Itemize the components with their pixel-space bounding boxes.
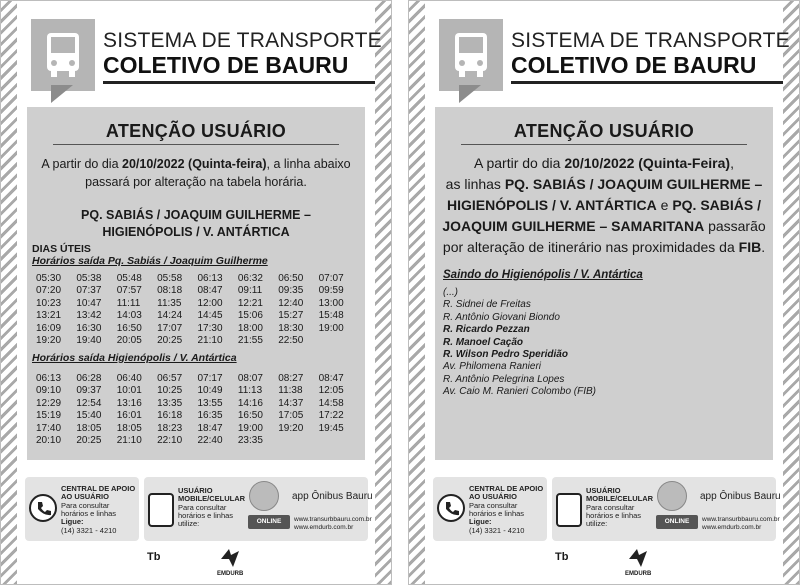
departure-time: 22:10 <box>157 435 183 447</box>
logo-tail <box>459 85 481 103</box>
mobile-text: Para consultar <box>178 503 227 512</box>
departure-time: 12:54 <box>76 397 102 409</box>
departure-time: 14:45 <box>197 310 223 322</box>
departure-time: 11:35 <box>157 297 182 309</box>
departure-time: 07:20 <box>36 285 62 297</box>
street-item: Av. Caio M. Ranieri Colombo (FIB) <box>443 386 597 398</box>
departure-time: 08:18 <box>157 285 183 297</box>
departure-time: 06:13 <box>36 373 62 384</box>
urls <box>294 516 372 532</box>
intro-text: A partir do dia <box>41 157 122 171</box>
departure-time: 20:25 <box>76 435 102 447</box>
departure-time: 16:09 <box>36 322 62 334</box>
departure-time <box>278 435 318 447</box>
departure-time: 18:47 <box>197 422 223 434</box>
central-text: Para consultar <box>61 501 110 510</box>
stripe-border <box>783 1 799 584</box>
departure-time: 08:47 <box>318 373 344 384</box>
departure-time: 12:29 <box>36 397 62 409</box>
departure-time: 06:13 <box>197 273 223 284</box>
departure-time: 13:16 <box>116 397 142 409</box>
intro-text: A partir do dia <box>474 155 565 171</box>
mobile-text: horários e linhas <box>178 511 234 520</box>
departure-time <box>319 335 359 347</box>
departure-time: 15:40 <box>76 410 102 422</box>
stripe-border <box>409 1 425 584</box>
departure-time: 20:10 <box>36 435 62 447</box>
departure-time: 17:40 <box>36 422 62 434</box>
central-phone: (14) 3321 - 4210 <box>61 526 117 535</box>
intro-text: , a linha abaixo passará por alteração na tabela horária. <box>85 157 351 189</box>
departure-time: 09:59 <box>318 285 344 297</box>
departure-time: 10:25 <box>157 385 183 397</box>
departure-time: 06:32 <box>237 273 263 284</box>
departure-time: 15:48 <box>318 310 344 322</box>
departure-time: 06:50 <box>278 273 304 284</box>
departure-time: 05:38 <box>76 273 102 284</box>
mobile-phone-icon <box>556 493 582 527</box>
app-bus-icon <box>249 481 279 511</box>
departure-time: 08:07 <box>237 373 263 384</box>
street-item: Av. Philomena Ranieri <box>443 361 542 373</box>
departure-time: 18:05 <box>116 422 142 434</box>
departure-time: 21:10 <box>197 335 223 347</box>
departure-time: 06:40 <box>116 373 142 384</box>
central-ligue: Ligue: <box>469 517 492 526</box>
mobile-box <box>144 477 373 541</box>
intro-text: as linhas <box>445 176 505 192</box>
street-item: R. Antônio Giovani Biondo <box>443 311 560 323</box>
departure-time: 21:55 <box>237 335 263 347</box>
departure-time: 17:05 <box>278 410 304 422</box>
departure-time: 19:40 <box>76 335 102 347</box>
mobile-title: USUÁRIO <box>586 486 621 495</box>
departure-time: 18:30 <box>278 322 304 334</box>
notice-title: ATENÇÃO USUÁRIO <box>513 121 695 141</box>
departure-time: 12:21 <box>237 297 263 309</box>
online-badge: ONLINE <box>656 515 698 529</box>
schedule1-title: Horários saída Pq. Sabiás / Joaquim Guilherme <box>32 255 268 267</box>
mobile-text: utilize: <box>178 519 200 528</box>
mobile-phone-icon <box>148 493 174 527</box>
header-line1: SISTEMA DE TRANSPORTE <box>511 29 790 52</box>
header-rule <box>103 81 375 84</box>
stripe-border <box>1 1 17 584</box>
schedule2-grid <box>36 373 359 447</box>
departure-time: 16:18 <box>157 410 183 422</box>
departure-time: 11:11 <box>116 297 141 309</box>
departure-time: 18:05 <box>76 422 102 434</box>
url-link[interactable]: www.transurbbauru.com.br <box>702 516 780 523</box>
departure-time: 11:38 <box>278 385 303 397</box>
intro-date: 20/10/2022 (Quinta-Feira) <box>564 155 731 171</box>
departure-time: 18:23 <box>157 422 183 434</box>
departure-time: 07:07 <box>318 273 344 284</box>
departure-time: 17:07 <box>157 322 183 334</box>
street-list <box>443 287 596 399</box>
departure-time: 09:11 <box>237 285 263 297</box>
logo-tail <box>51 85 73 103</box>
route-line: PQ. SABIÁS / JOAQUIM GUILHERME – <box>81 208 311 222</box>
departure-time: 20:05 <box>116 335 142 347</box>
mobile-box <box>552 477 781 541</box>
departure-time: 15:19 <box>36 410 62 422</box>
departure-time: 09:10 <box>36 385 62 397</box>
mobile-text: Para consultar <box>586 503 635 512</box>
street-item: R. Manoel Cação <box>443 336 524 348</box>
phone-icon <box>437 494 465 522</box>
departure-time: 20:25 <box>157 335 183 347</box>
notice-intro <box>439 153 769 258</box>
header-line2: COLETIVO DE BAURU <box>511 52 757 78</box>
notice-intro <box>35 155 357 191</box>
departure-time: 15:06 <box>237 310 263 322</box>
emdurb-icon <box>219 547 241 569</box>
title-rule <box>53 144 339 145</box>
street-item: (...) <box>443 287 458 298</box>
online-badge: ONLINE <box>248 515 290 529</box>
street-item: R. Antônio Pelegrina Lopes <box>443 373 565 385</box>
mobile-text: utilize: <box>586 519 608 528</box>
departure-time: 05:58 <box>157 273 183 284</box>
header-line2: COLETIVO DE BAURU <box>103 52 349 78</box>
mobile-title: USUÁRIO <box>178 486 213 495</box>
central-apoio-box <box>433 477 547 541</box>
app-name: app Ônibus Bauru <box>292 491 373 502</box>
departure-time: 10:01 <box>116 385 142 397</box>
url-link[interactable]: www.emdurb.com.br <box>294 524 354 531</box>
notice-panel <box>435 107 773 460</box>
mobile-title: MOBILE/CELULAR <box>586 494 654 503</box>
departure-time: 13:35 <box>157 397 183 409</box>
emdurb-logo: EMDURB <box>217 571 244 577</box>
departure-time: 16:50 <box>116 322 142 334</box>
departure-time: 19:00 <box>237 422 263 434</box>
bus-icon <box>451 31 491 79</box>
header-rule <box>511 81 783 84</box>
emdurb-icon <box>627 547 649 569</box>
departure-time: 22:40 <box>197 435 223 447</box>
departure-time: 06:57 <box>157 373 183 384</box>
street-item: R. Wilson Pedro Speridião <box>443 349 568 361</box>
departure-time: 08:47 <box>197 285 223 297</box>
route-name <box>27 207 365 241</box>
departure-time: 16:30 <box>76 322 102 334</box>
flyer-route-change <box>408 0 800 585</box>
departure-time: 17:30 <box>197 322 223 334</box>
departure-time: 12:40 <box>278 297 304 309</box>
phone-icon <box>29 494 57 522</box>
departure-time: 14:58 <box>318 397 344 409</box>
intro-text: , <box>730 155 734 171</box>
route-name: PQ. SABIÁS / JOAQUIM GUILHERME – HIGIENÓPOLIS / V. ANTÁRTICA <box>446 176 763 213</box>
departure-time: 05:30 <box>36 273 62 284</box>
central-title: AO USUÁRIO <box>469 492 517 501</box>
partner-logos <box>555 545 675 581</box>
departure-time: 19:45 <box>318 422 344 434</box>
departure-time: 13:21 <box>36 310 62 322</box>
bus-logo <box>439 19 503 91</box>
mobile-title: MOBILE/CELULAR <box>178 494 246 503</box>
central-title: AO USUÁRIO <box>61 492 109 501</box>
departure-time: 10:47 <box>76 297 102 309</box>
partner-logos <box>147 545 267 581</box>
departure-time: 12:00 <box>197 297 223 309</box>
stripe-border <box>375 1 391 584</box>
app-name: app Ônibus Bauru <box>700 491 781 502</box>
notice-panel <box>27 107 365 460</box>
departure-time: 19:20 <box>36 335 62 347</box>
central-phone: (14) 3321 - 4210 <box>469 526 525 535</box>
departure-time: 09:37 <box>76 385 102 397</box>
departure-time <box>319 435 359 447</box>
transurb-logo: Tb <box>147 551 161 563</box>
departure-time: 19:20 <box>278 422 304 434</box>
bus-logo <box>31 19 95 91</box>
mobile-text: horários e linhas <box>586 511 642 520</box>
departure-time: 14:03 <box>116 310 142 322</box>
central-text: horários e linhas <box>469 509 525 518</box>
departure-time: 14:24 <box>157 310 183 322</box>
departure-time: 07:37 <box>76 285 102 297</box>
departure-time: 18:00 <box>237 322 263 334</box>
departure-time: 14:37 <box>278 397 304 409</box>
flyer-schedule-change <box>0 0 392 585</box>
street-item: R. Ricardo Pezzan <box>443 324 530 336</box>
departure-time: 10:23 <box>36 297 62 309</box>
central-text: horários e linhas <box>61 509 117 518</box>
departure-time: 15:27 <box>278 310 304 322</box>
departure-time: 14:16 <box>237 397 263 409</box>
central-title: CENTRAL DE APOIO <box>61 484 136 493</box>
central-apoio-box <box>25 477 139 541</box>
bus-icon <box>43 31 83 79</box>
departure-time: 21:10 <box>116 435 142 447</box>
header-line1: SISTEMA DE TRANSPORTE <box>103 29 382 52</box>
departure-time: 13:00 <box>318 297 344 309</box>
departure-time: 17:22 <box>318 410 344 422</box>
route-line: HIGIENÓPOLIS / V. ANTÁRTICA <box>102 225 290 239</box>
departure-time: 05:48 <box>116 273 142 284</box>
app-bus-icon <box>657 481 687 511</box>
central-text: Para consultar <box>469 501 518 510</box>
departure-time: 16:01 <box>116 410 142 422</box>
itinerary-title: Saindo do Higienópolis / V. Antártica <box>443 269 643 281</box>
departure-time: 10:49 <box>197 385 223 397</box>
intro-text: passarão por alteração de itinerário nas proximidades da <box>442 218 766 255</box>
departure-time: 12:05 <box>318 385 344 397</box>
central-title: CENTRAL DE APOIO <box>469 484 544 493</box>
transurb-logo: Tb <box>555 551 569 563</box>
url-link[interactable]: www.emdurb.com.br <box>702 524 762 531</box>
departure-time: 06:28 <box>76 373 102 384</box>
departure-time: 11:13 <box>237 385 263 397</box>
central-ligue: Ligue: <box>61 517 84 526</box>
departure-time: 16:35 <box>197 410 223 422</box>
urls <box>702 516 780 532</box>
departure-time: 22:50 <box>278 335 304 347</box>
schedule2-title: Horários saída Higienópolis / V. Antártica <box>32 352 237 364</box>
schedule1-grid <box>36 273 359 347</box>
fib-label: FIB <box>738 239 762 255</box>
intro-text: . <box>761 239 766 255</box>
departure-time: 07:17 <box>197 373 223 384</box>
intro-date: 20/10/2022 (Quinta-feira) <box>122 157 267 171</box>
departure-time: 07:57 <box>116 285 142 297</box>
url-link[interactable]: www.transurbbauru.com.br <box>294 516 372 523</box>
departure-time: 08:27 <box>278 373 304 384</box>
street-item: R. Sidnei de Freitas <box>443 299 531 311</box>
days-label: DIAS ÚTEIS <box>32 243 91 255</box>
title-rule <box>461 144 747 145</box>
notice-title: ATENÇÃO USUÁRIO <box>105 121 287 141</box>
departure-time: 13:55 <box>197 397 223 409</box>
emdurb-logo: EMDURB <box>625 571 652 577</box>
departure-time: 13:42 <box>76 310 102 322</box>
departure-time: 09:35 <box>278 285 304 297</box>
intro-text: e <box>656 197 673 213</box>
route-name: PQ. SABIÁS / JOAQUIM GUILHERME – SAMARITANA <box>442 197 762 234</box>
departure-time: 23:35 <box>237 435 263 447</box>
departure-time: 16:50 <box>237 410 263 422</box>
departure-time: 19:00 <box>318 322 344 334</box>
